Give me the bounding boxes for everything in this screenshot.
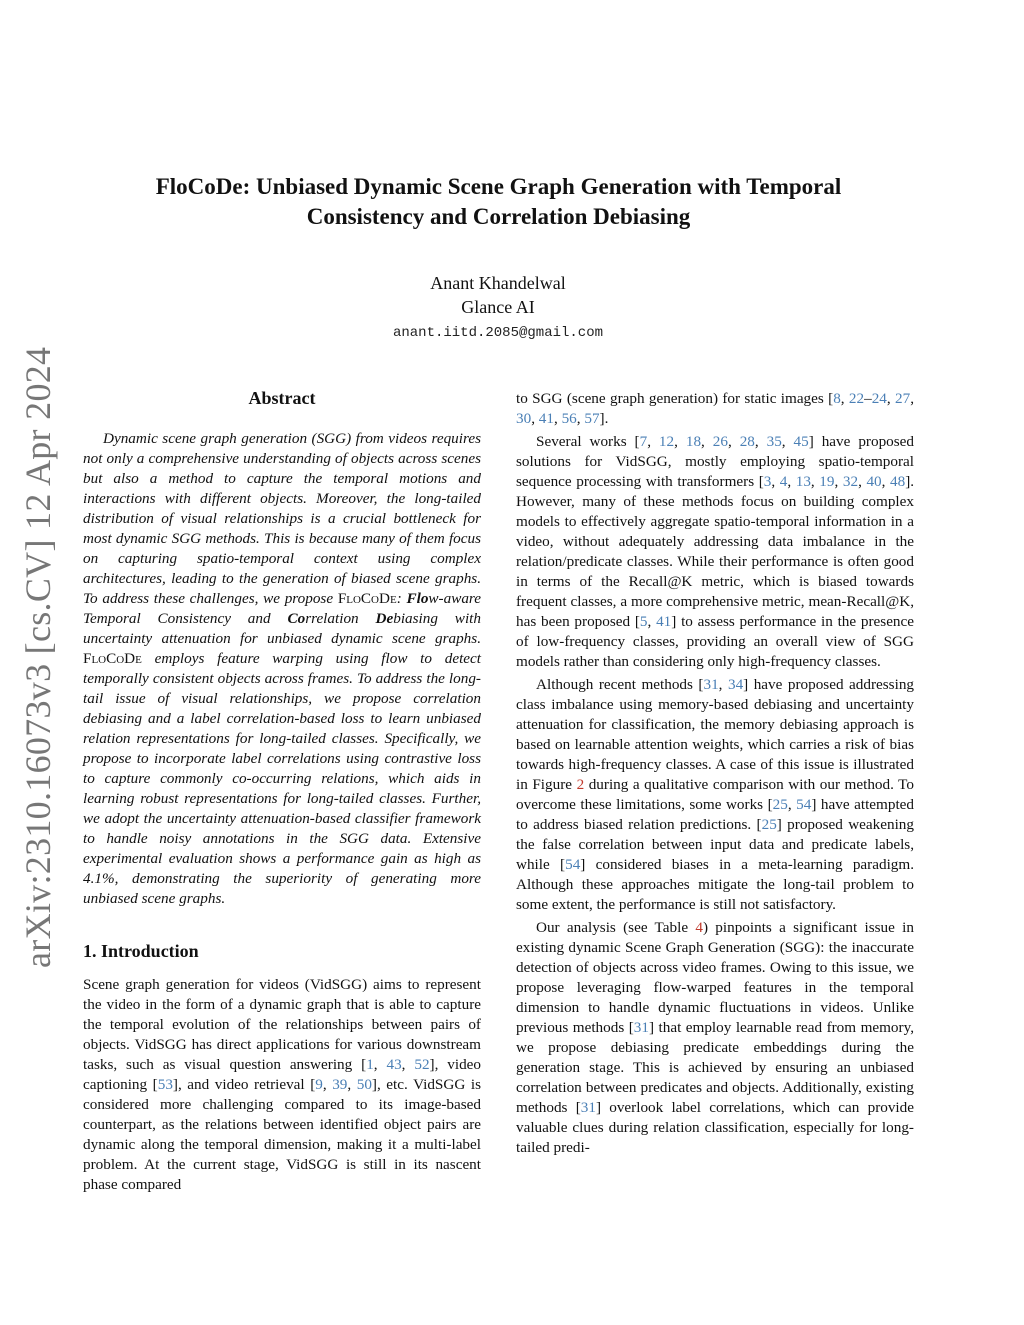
citation-link[interactable]: 7: [639, 433, 648, 450]
citation-link[interactable]: 40: [866, 473, 882, 490]
citation-link[interactable]: 32: [842, 473, 859, 490]
table-reference-link[interactable]: 4: [695, 919, 703, 936]
citation-link[interactable]: 45: [793, 433, 809, 450]
citation-link[interactable]: 25: [761, 816, 777, 833]
citation-link[interactable]: 48: [890, 473, 906, 490]
citation-link[interactable]: 5: [639, 613, 648, 630]
citation-link[interactable]: 8: [833, 390, 841, 407]
citation-link[interactable]: 41: [538, 410, 554, 427]
abstract-text: Dynamic scene graph generation (SGG) from videos requires not only a comprehensive understanding of objects across scenes but also a method to capture the temporal motions and interactions with different objects. Moreover, the long-tailed distribution of visual relationships is a crucial bottleneck for most dynamic SGG methods. This is because many of them focus on capturing spatio-temporal context using complex architectures, leading to the generation of biased scene graphs. To address these challenges, we propose FloCoDe: Flow-aware Temporal Consistency and Correlation Debiasing with uncertainty attenuation for unbiased dynamic scene graphs. FloCoDe employs feature warping using flow to detect temporally consistent objects across frames. To address the long-tail issue of visual relationships, we propose correlation debiasing and a label correlation-based loss to learn unbiased relation representations for long-tailed classes. Specifically, we propose to incorporate label correlations using contrastive loss to capture commonly co-occurring relations, which aids in learning robust representations for long-tailed classes. Further, we adopt the uncertainty attenuation-based classifier framework to handle noisy annotations in the SGG data. Extensive experimental evaluation shows a performance gain as high as 4.1%, demonstrating the superiority of generating more unbiased scene graphs.: [83, 430, 482, 907]
citation-link[interactable]: 50: [356, 1076, 372, 1093]
citation-link[interactable]: 39: [332, 1076, 348, 1093]
citation-link[interactable]: 28: [739, 433, 755, 450]
citation-link[interactable]: 24: [871, 390, 887, 407]
citation-link[interactable]: 3: [763, 473, 772, 490]
section-heading-introduction: 1. Introduction: [83, 941, 199, 961]
citation-link[interactable]: 31: [580, 1099, 596, 1116]
citation-link[interactable]: 12: [658, 433, 675, 450]
citation-link[interactable]: 18: [685, 433, 702, 450]
citation-link[interactable]: 25: [772, 796, 788, 813]
citation-link[interactable]: 54: [565, 856, 581, 873]
citation-link[interactable]: 19: [819, 473, 835, 490]
arxiv-side-stamp: arXiv:2310.16073v3 [cs.CV] 12 Apr 2024: [18, 346, 58, 968]
figure-reference-link[interactable]: 2: [576, 776, 585, 793]
citation-link[interactable]: 52: [414, 1056, 430, 1073]
introduction-paragraph: Scene graph generation for videos (VidSGG) aims to represent the video in the form of a dynamic graph that is able to capture the temporal evolution of the relationships between pairs of objects. VidSGG has direct applications for various downstream tasks, such as visual question answering [1, 43, 52], video captioning [53], and video retrieval [9, 39, 50], etc. VidSGG is considered more challenging compared to its image-based counterpart, as the relations between identified object pairs are dynamic along the temporal dimension, making it a multi-label problem. At the current stage, VidSGG is still in its nascent phase compared: [83, 976, 482, 1193]
citation-link[interactable]: 22: [848, 390, 865, 407]
citation-link[interactable]: 1: [366, 1056, 374, 1073]
citation-link[interactable]: 53: [157, 1076, 173, 1093]
abstract-heading: Abstract: [248, 388, 316, 408]
author-name: Anant Khandelwal: [430, 273, 566, 293]
citation-link[interactable]: 27: [895, 390, 911, 407]
citation-link[interactable]: 41: [656, 613, 672, 630]
citation-link[interactable]: 9: [315, 1076, 323, 1093]
citation-link[interactable]: 30: [516, 410, 532, 427]
author-affiliation: Glance AI: [461, 297, 535, 317]
method-name: FloCoDe: [83, 650, 142, 667]
citation-link[interactable]: 26: [712, 433, 728, 450]
paper-title: FloCoDe: Unbiased Dynamic Scene Graph Generation with Temporal Consistency and Correlation Debiasing: [155, 174, 842, 229]
body-paragraph: Although recent methods [31, 34] have proposed addressing class imbalance using memory-based debiasing and uncertainty attenuation for classification, the memory debiasing approach is based on learnable attention weights, which carries a risk of bias towards high-frequency classes. A case of this issue is illustrated in Figure 2 during a qualitative comparison with our method. To overcome these limitations, some works [25, 54] have attempted to address biased relation predictions. [25] proposed weakening the false correlation between input data and predicate labels, while [54] considered biases in a meta-learning paradigm. Although these approaches mitigate the long-tail problem to some extent, the performance is still not satisfactory.: [516, 676, 915, 913]
citation-link[interactable]: 54: [796, 796, 812, 813]
citation-link[interactable]: 56: [561, 410, 577, 427]
citation-link[interactable]: 57: [584, 410, 600, 427]
citation-link[interactable]: 43: [386, 1056, 402, 1073]
body-paragraph: Our analysis (see Table 4) pinpoints a significant issue in existing dynamic Scene Graph Generation (SGG): the inaccurate detection of objects across video frames. Owing to this issue, we propose leveraging flow-warped features in the temporal dimension to handle dynamic fluctuations in videos. Unlike previous methods [31] that employ learnable read from memory, we propose debiasing predicate embeddings during the generation stage. This is achieved by ensuring an unbiased correlation between predicates and objects. Additionally, existing methods [31] overlook label correlations, which can provide valuable clues during relation classification, especially for long-tailed predi-: [516, 919, 914, 1156]
citation-link[interactable]: 13: [795, 473, 811, 490]
body-paragraph: to SGG (scene graph generation) for static images [8, 22–24, 27, 30, 41, 56, 57].: [516, 390, 915, 427]
citation-link[interactable]: 4: [779, 473, 788, 490]
body-paragraph: Several works [7, 12, 18, 26, 28, 35, 45] have proposed solutions for VidSGG, mostly employing spatio-temporal sequence processing with transformers [3, 4, 13, 19, 32, 40, 48]. However, many of these methods focus on building complex models to effectively aggregate spatio-temporal information in a video, without adequately addressing data imbalance in the relation/predicate classes. While their performance is often good in terms of the Recall@K metric, which is biased towards frequent classes, a more comprehensive metric, mean-Recall@K, has been proposed [5, 41] to assess performance in the presence of low-frequency classes, providing an overall view of SGG models rather than considering only high-frequency classes.: [516, 433, 915, 670]
author-email: anant.iitd.2085@gmail.com: [392, 325, 604, 341]
citation-link[interactable]: 31: [633, 1019, 649, 1036]
citation-link[interactable]: 35: [766, 433, 782, 450]
citation-link[interactable]: 34: [727, 676, 744, 693]
citation-link[interactable]: 31: [703, 676, 719, 693]
method-name: FloCoDe: [337, 590, 397, 607]
